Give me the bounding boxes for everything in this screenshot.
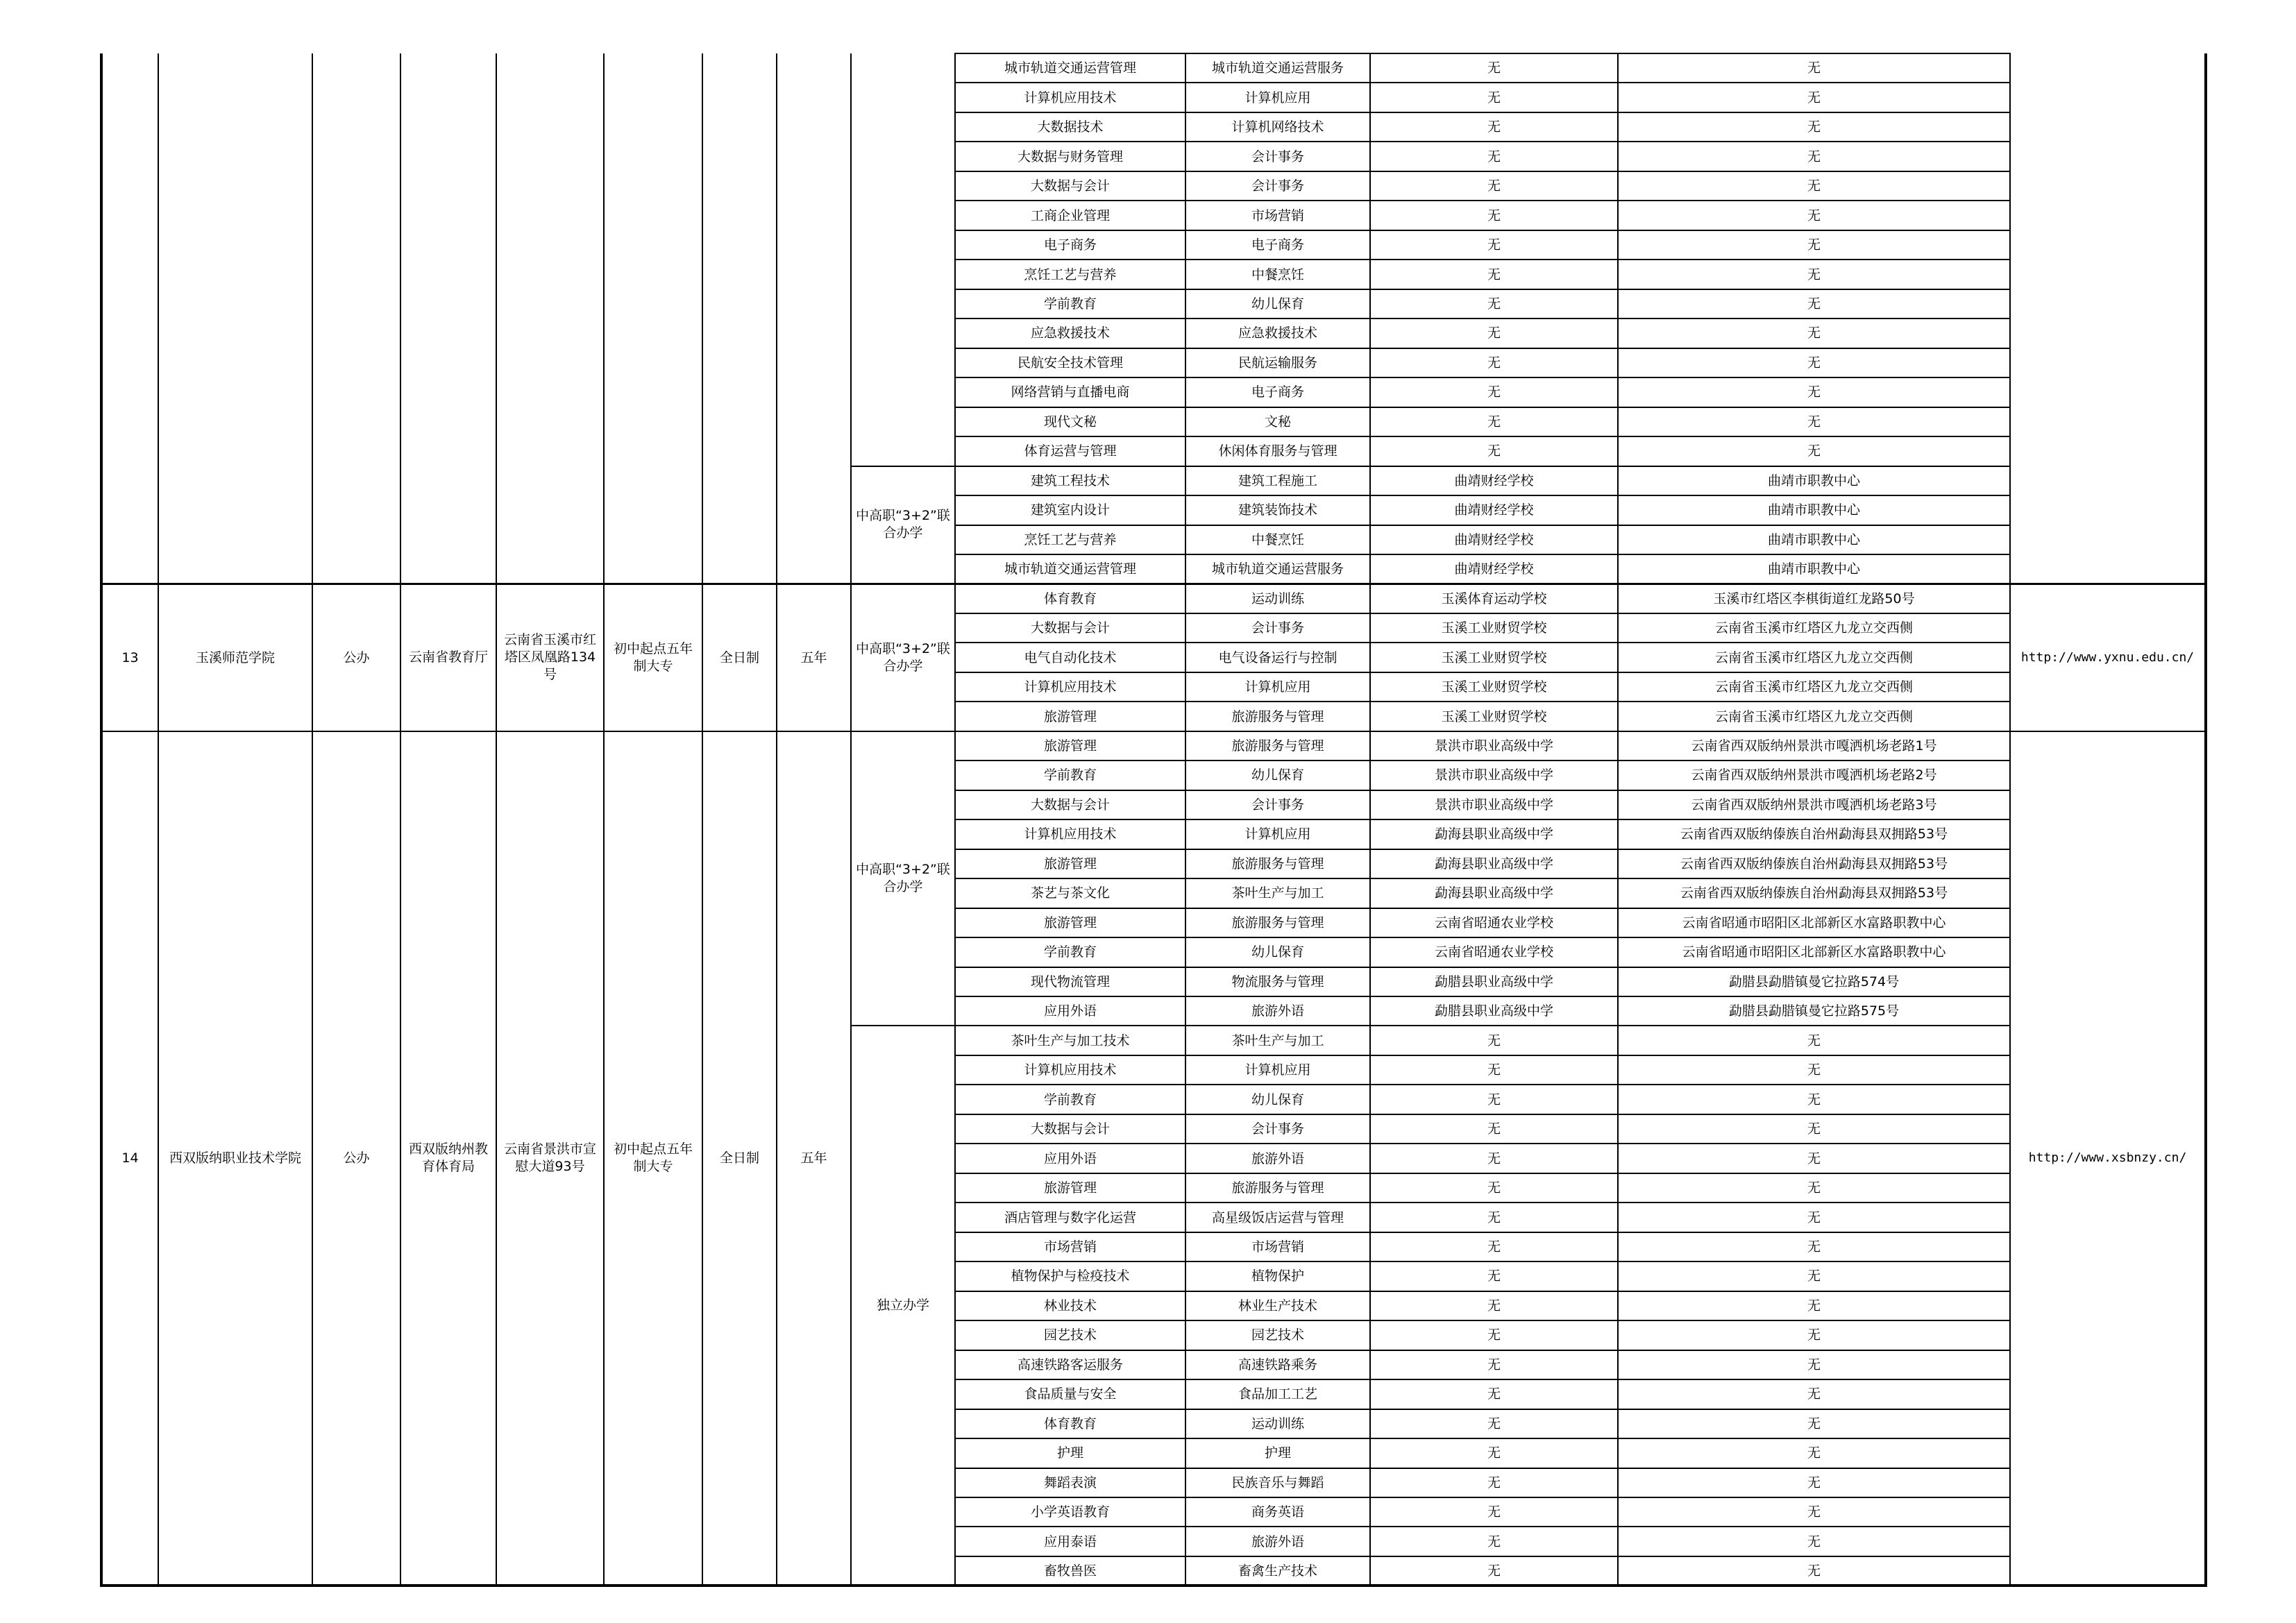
partner-school-cell: 勐腊县职业高级中学: [1370, 967, 1618, 996]
partner-school-cell: 云南省昭通农业学校: [1370, 937, 1618, 967]
secondary-major-cell: 会计事务: [1185, 1114, 1370, 1144]
partner-address-cell: 无: [1618, 171, 2010, 201]
secondary-major-cell: 市场营销: [1185, 1232, 1370, 1261]
major-cell: 学前教育: [955, 760, 1185, 790]
partner-school-cell: 无: [1370, 436, 1618, 466]
partner-school-cell: 无: [1370, 1350, 1618, 1379]
enroll-mode-cell: 中高职“3+2”联合办学: [851, 466, 955, 584]
secondary-major-cell: 旅游外语: [1185, 1527, 1370, 1556]
table-row: [101, 53, 2206, 83]
partner-school-cell: 玉溪工业财贸学校: [1370, 672, 1618, 702]
partner-school-cell: 无: [1370, 1379, 1618, 1409]
partner-address-cell: 无: [1618, 1085, 2010, 1114]
partner-school-cell: 景洪市职业高级中学: [1370, 731, 1618, 760]
partner-school-cell: 玉溪工业财贸学校: [1370, 613, 1618, 643]
partner-school-cell: 无: [1370, 1114, 1618, 1144]
study-type-cell: 全日制: [702, 584, 777, 731]
table-row: [101, 731, 2206, 760]
major-cell: 旅游管理: [955, 908, 1185, 937]
major-cell: 茶叶生产与加工技术: [955, 1026, 1185, 1055]
major-cell: 建筑室内设计: [955, 495, 1185, 525]
major-cell: 电子商务: [955, 230, 1185, 260]
major-cell: 畜牧兽医: [955, 1556, 1185, 1586]
partner-address-cell: 无: [1618, 1144, 2010, 1173]
secondary-major-cell: 民航运输服务: [1185, 348, 1370, 377]
secondary-major-cell: 幼儿保育: [1185, 289, 1370, 318]
partner-school-cell: 无: [1370, 1409, 1618, 1438]
partner-address-cell: 无: [1618, 436, 2010, 466]
major-cell: 应用外语: [955, 1144, 1185, 1173]
major-cell: 大数据技术: [955, 112, 1185, 142]
major-cell: 计算机应用技术: [955, 672, 1185, 702]
secondary-major-cell: 茶叶生产与加工: [1185, 878, 1370, 908]
partner-address-cell: 无: [1618, 289, 2010, 318]
secondary-major-cell: 会计事务: [1185, 142, 1370, 171]
partner-school-cell: 勐海县职业高级中学: [1370, 878, 1618, 908]
major-cell: 护理: [955, 1438, 1185, 1468]
school-name-cell: 西双版纳职业技术学院: [158, 731, 312, 1586]
major-cell: 旅游管理: [955, 1173, 1185, 1203]
partner-school-cell: 勐海县职业高级中学: [1370, 819, 1618, 849]
partner-school-cell: 无: [1370, 142, 1618, 171]
partner-address-cell: 云南省玉溪市红塔区九龙立交西侧: [1618, 702, 2010, 731]
major-cell: 体育教育: [955, 584, 1185, 613]
major-cell: 应用外语: [955, 996, 1185, 1026]
major-cell: 计算机应用技术: [955, 1055, 1185, 1085]
study-type-cell: [702, 53, 777, 584]
partner-school-cell: 无: [1370, 1173, 1618, 1203]
major-cell: 体育教育: [955, 1409, 1185, 1438]
website-link: [2010, 53, 2206, 584]
major-cell: 旅游管理: [955, 849, 1185, 878]
secondary-major-cell: 建筑工程施工: [1185, 466, 1370, 495]
partner-address-cell: 无: [1618, 1232, 2010, 1261]
partner-school-cell: 无: [1370, 289, 1618, 318]
partner-school-cell: 景洪市职业高级中学: [1370, 790, 1618, 819]
partner-address-cell: 云南省西双版纳州景洪市嘎洒机场老路2号: [1618, 760, 2010, 790]
partner-address-cell: 无: [1618, 377, 2010, 407]
partner-address-cell: 云南省西双版纳州景洪市嘎洒机场老路3号: [1618, 790, 2010, 819]
partner-address-cell: 云南省西双版纳傣族自治州勐海县双拥路53号: [1618, 819, 2010, 849]
enroll-mode-cell: 独立办学: [851, 1026, 955, 1586]
partner-address-cell: 无: [1618, 407, 2010, 436]
major-cell: 电气自动化技术: [955, 643, 1185, 672]
address-cell: 云南省玉溪市红塔区凤凰路134号: [496, 584, 604, 731]
partner-address-cell: 无: [1618, 1055, 2010, 1085]
secondary-major-cell: 旅游服务与管理: [1185, 702, 1370, 731]
secondary-major-cell: 计算机应用: [1185, 1055, 1370, 1085]
major-cell: 旅游管理: [955, 731, 1185, 760]
secondary-major-cell: 园艺技术: [1185, 1320, 1370, 1350]
partner-school-cell: 无: [1370, 1527, 1618, 1556]
table-body: [101, 53, 2206, 1586]
partner-school-cell: 无: [1370, 1497, 1618, 1527]
major-cell: 城市轨道交通运营管理: [955, 53, 1185, 83]
major-cell: 市场营销: [955, 1232, 1185, 1261]
school-number-cell: [101, 53, 158, 584]
partner-address-cell: 云南省玉溪市红塔区九龙立交西侧: [1618, 672, 2010, 702]
partner-school-cell: 无: [1370, 318, 1618, 348]
partner-address-cell: 无: [1618, 53, 2010, 83]
secondary-major-cell: 会计事务: [1185, 613, 1370, 643]
major-cell: 计算机应用技术: [955, 819, 1185, 849]
major-cell: 大数据与会计: [955, 1114, 1185, 1144]
partner-address-cell: 无: [1618, 1173, 2010, 1203]
major-cell: 计算机应用技术: [955, 83, 1185, 112]
study-years-cell: 五年: [777, 584, 851, 731]
major-cell: 大数据与会计: [955, 613, 1185, 643]
major-cell: 建筑工程技术: [955, 466, 1185, 495]
partner-address-cell: 无: [1618, 1261, 2010, 1291]
address-cell: 云南省景洪市宣慰大道93号: [496, 731, 604, 1586]
partner-address-cell: 玉溪市红塔区李棋街道红龙路50号: [1618, 584, 2010, 613]
secondary-major-cell: 旅游服务与管理: [1185, 908, 1370, 937]
secondary-major-cell: 林业生产技术: [1185, 1291, 1370, 1320]
partner-address-cell: 云南省玉溪市红塔区九龙立交西侧: [1618, 643, 2010, 672]
partner-address-cell: 无: [1618, 1497, 2010, 1527]
secondary-major-cell: 畜禽生产技术: [1185, 1556, 1370, 1586]
major-cell: 工商企业管理: [955, 201, 1185, 230]
partner-school-cell: 无: [1370, 171, 1618, 201]
secondary-major-cell: 护理: [1185, 1438, 1370, 1468]
secondary-major-cell: 茶叶生产与加工: [1185, 1026, 1370, 1055]
major-cell: 现代物流管理: [955, 967, 1185, 996]
secondary-major-cell: 幼儿保育: [1185, 937, 1370, 967]
partner-address-cell: 无: [1618, 1320, 2010, 1350]
secondary-major-cell: 旅游服务与管理: [1185, 849, 1370, 878]
website-link[interactable]: http://www.yxnu.edu.cn/: [2010, 584, 2206, 731]
secondary-major-cell: 休闲体育服务与管理: [1185, 436, 1370, 466]
major-cell: 学前教育: [955, 289, 1185, 318]
secondary-major-cell: 电子商务: [1185, 377, 1370, 407]
partner-address-cell: 无: [1618, 230, 2010, 260]
partner-school-cell: 玉溪工业财贸学校: [1370, 643, 1618, 672]
secondary-major-cell: 会计事务: [1185, 790, 1370, 819]
partner-address-cell: 无: [1618, 83, 2010, 112]
website-link[interactable]: http://www.xsbnzy.cn/: [2010, 731, 2206, 1586]
partner-address-cell: 云南省西双版纳州景洪市嘎洒机场老路1号: [1618, 731, 2010, 760]
major-cell: 学前教育: [955, 1085, 1185, 1114]
secondary-major-cell: 建筑装饰技术: [1185, 495, 1370, 525]
major-cell: 植物保护与检疫技术: [955, 1261, 1185, 1291]
partner-school-cell: 无: [1370, 377, 1618, 407]
major-cell: 现代文秘: [955, 407, 1185, 436]
partner-address-cell: 无: [1618, 1438, 2010, 1468]
major-cell: 酒店管理与数字化运营: [955, 1203, 1185, 1232]
major-cell: 烹饪工艺与营养: [955, 525, 1185, 554]
secondary-major-cell: 文秘: [1185, 407, 1370, 436]
secondary-major-cell: 应急救援技术: [1185, 318, 1370, 348]
major-cell: 大数据与会计: [955, 171, 1185, 201]
partner-school-cell: 无: [1370, 1556, 1618, 1586]
partner-school-cell: 景洪市职业高级中学: [1370, 760, 1618, 790]
secondary-major-cell: 城市轨道交通运营服务: [1185, 554, 1370, 584]
partner-address-cell: 无: [1618, 1527, 2010, 1556]
major-cell: 烹饪工艺与营养: [955, 260, 1185, 289]
secondary-major-cell: 民族音乐与舞蹈: [1185, 1468, 1370, 1497]
secondary-major-cell: 中餐烹饪: [1185, 525, 1370, 554]
school-nature-cell: 公办: [312, 731, 400, 1586]
secondary-major-cell: 旅游服务与管理: [1185, 731, 1370, 760]
major-cell: 林业技术: [955, 1291, 1185, 1320]
partner-school-cell: 无: [1370, 1026, 1618, 1055]
enroll-mode-cell: [851, 53, 955, 466]
partner-address-cell: 无: [1618, 1468, 2010, 1497]
partner-address-cell: 无: [1618, 318, 2010, 348]
partner-school-cell: 无: [1370, 1261, 1618, 1291]
study-years-cell: 五年: [777, 731, 851, 1586]
major-cell: 大数据与会计: [955, 790, 1185, 819]
partner-address-cell: 曲靖市职教中心: [1618, 466, 2010, 495]
partner-address-cell: 无: [1618, 201, 2010, 230]
study-type-cell: 全日制: [702, 731, 777, 1586]
secondary-major-cell: 城市轨道交通运营服务: [1185, 53, 1370, 83]
major-cell: 体育运营与管理: [955, 436, 1185, 466]
partner-school-cell: 无: [1370, 1085, 1618, 1114]
school-nature-cell: [312, 53, 400, 584]
partner-school-cell: 无: [1370, 53, 1618, 83]
partner-address-cell: 无: [1618, 1203, 2010, 1232]
partner-address-cell: 无: [1618, 112, 2010, 142]
secondary-major-cell: 旅游外语: [1185, 1144, 1370, 1173]
major-cell: 应急救援技术: [955, 318, 1185, 348]
partner-school-cell: 无: [1370, 407, 1618, 436]
major-cell: 大数据与财务管理: [955, 142, 1185, 171]
major-cell: 高速铁路客运服务: [955, 1350, 1185, 1379]
partner-address-cell: 云南省昭通市昭阳区北部新区水富路职教中心: [1618, 937, 2010, 967]
partner-address-cell: 无: [1618, 1026, 2010, 1055]
partner-school-cell: 无: [1370, 1291, 1618, 1320]
secondary-major-cell: 幼儿保育: [1185, 760, 1370, 790]
partner-address-cell: 曲靖市职教中心: [1618, 554, 2010, 584]
authority-cell: 西双版纳州教育体育局: [400, 731, 496, 1586]
secondary-major-cell: 旅游外语: [1185, 996, 1370, 1026]
table-row: [101, 584, 2206, 613]
secondary-major-cell: 市场营销: [1185, 201, 1370, 230]
school-nature-cell: 公办: [312, 584, 400, 731]
partner-school-cell: 曲靖财经学校: [1370, 554, 1618, 584]
secondary-major-cell: 中餐烹饪: [1185, 260, 1370, 289]
partner-address-cell: 无: [1618, 142, 2010, 171]
major-cell: 城市轨道交通运营管理: [955, 554, 1185, 584]
secondary-major-cell: 高星级饭店运营与管理: [1185, 1203, 1370, 1232]
secondary-major-cell: 食品加工工艺: [1185, 1379, 1370, 1409]
major-cell: 舞蹈表演: [955, 1468, 1185, 1497]
major-cell: 学前教育: [955, 937, 1185, 967]
secondary-major-cell: 计算机应用: [1185, 819, 1370, 849]
secondary-major-cell: 物流服务与管理: [1185, 967, 1370, 996]
secondary-major-cell: 运动训练: [1185, 584, 1370, 613]
partner-school-cell: 无: [1370, 112, 1618, 142]
enroll-start-cell: 初中起点五年制大专: [604, 584, 702, 731]
partner-school-cell: 无: [1370, 1144, 1618, 1173]
school-number-cell: 13: [101, 584, 158, 731]
authority-cell: [400, 53, 496, 584]
enroll-mode-cell: 中高职“3+2”联合办学: [851, 731, 955, 1026]
partner-school-cell: 无: [1370, 1232, 1618, 1261]
major-cell: 民航安全技术管理: [955, 348, 1185, 377]
secondary-major-cell: 电气设备运行与控制: [1185, 643, 1370, 672]
partner-address-cell: 无: [1618, 1114, 2010, 1144]
address-cell: [496, 53, 604, 584]
secondary-major-cell: 计算机应用: [1185, 672, 1370, 702]
partner-school-cell: 无: [1370, 1468, 1618, 1497]
partner-address-cell: 云南省玉溪市红塔区九龙立交西侧: [1618, 613, 2010, 643]
partner-address-cell: 曲靖市职教中心: [1618, 525, 2010, 554]
partner-school-cell: 无: [1370, 1320, 1618, 1350]
secondary-major-cell: 计算机应用: [1185, 83, 1370, 112]
secondary-major-cell: 高速铁路乘务: [1185, 1350, 1370, 1379]
partner-school-cell: 曲靖财经学校: [1370, 495, 1618, 525]
partner-school-cell: 云南省昭通农业学校: [1370, 908, 1618, 937]
partner-address-cell: 云南省昭通市昭阳区北部新区水富路职教中心: [1618, 908, 2010, 937]
school-number-cell: 14: [101, 731, 158, 1586]
partner-address-cell: 无: [1618, 1409, 2010, 1438]
partner-address-cell: 云南省西双版纳傣族自治州勐海县双拥路53号: [1618, 878, 2010, 908]
partner-address-cell: 勐腊县勐腊镇曼它拉路575号: [1618, 996, 2010, 1026]
secondary-major-cell: 运动训练: [1185, 1409, 1370, 1438]
partner-address-cell: 无: [1618, 260, 2010, 289]
enrollment-table: [100, 53, 2207, 1587]
major-cell: 小学英语教育: [955, 1497, 1185, 1527]
partner-school-cell: 勐腊县职业高级中学: [1370, 996, 1618, 1026]
secondary-major-cell: 植物保护: [1185, 1261, 1370, 1291]
partner-school-cell: 无: [1370, 230, 1618, 260]
major-cell: 食品质量与安全: [955, 1379, 1185, 1409]
major-cell: 应用泰语: [955, 1527, 1185, 1556]
enroll-start-cell: [604, 53, 702, 584]
authority-cell: 云南省教育厅: [400, 584, 496, 731]
partner-address-cell: 无: [1618, 1556, 2010, 1586]
secondary-major-cell: 计算机网络技术: [1185, 112, 1370, 142]
enroll-mode-cell: 中高职“3+2”联合办学: [851, 584, 955, 731]
partner-school-cell: 玉溪体育运动学校: [1370, 584, 1618, 613]
secondary-major-cell: 幼儿保育: [1185, 1085, 1370, 1114]
partner-address-cell: 无: [1618, 1379, 2010, 1409]
partner-address-cell: 云南省西双版纳傣族自治州勐海县双拥路53号: [1618, 849, 2010, 878]
partner-address-cell: 无: [1618, 348, 2010, 377]
major-cell: 旅游管理: [955, 702, 1185, 731]
partner-school-cell: 无: [1370, 1055, 1618, 1085]
major-cell: 网络营销与直播电商: [955, 377, 1185, 407]
school-name-cell: 玉溪师范学院: [158, 584, 312, 731]
secondary-major-cell: 会计事务: [1185, 171, 1370, 201]
partner-school-cell: 无: [1370, 348, 1618, 377]
secondary-major-cell: 旅游服务与管理: [1185, 1173, 1370, 1203]
partner-address-cell: 无: [1618, 1350, 2010, 1379]
enroll-start-cell: 初中起点五年制大专: [604, 731, 702, 1586]
partner-school-cell: 曲靖财经学校: [1370, 525, 1618, 554]
partner-address-cell: 勐腊县勐腊镇曼它拉路574号: [1618, 967, 2010, 996]
secondary-major-cell: 电子商务: [1185, 230, 1370, 260]
partner-school-cell: 曲靖财经学校: [1370, 466, 1618, 495]
secondary-major-cell: 商务英语: [1185, 1497, 1370, 1527]
school-name-cell: [158, 53, 312, 584]
partner-school-cell: 玉溪工业财贸学校: [1370, 702, 1618, 731]
partner-school-cell: 无: [1370, 260, 1618, 289]
partner-school-cell: 无: [1370, 83, 1618, 112]
partner-school-cell: 无: [1370, 1438, 1618, 1468]
partner-school-cell: 无: [1370, 1203, 1618, 1232]
partner-address-cell: 曲靖市职教中心: [1618, 495, 2010, 525]
study-years-cell: [777, 53, 851, 584]
major-cell: 茶艺与茶文化: [955, 878, 1185, 908]
partner-address-cell: 无: [1618, 1291, 2010, 1320]
partner-school-cell: 勐海县职业高级中学: [1370, 849, 1618, 878]
major-cell: 园艺技术: [955, 1320, 1185, 1350]
partner-school-cell: 无: [1370, 201, 1618, 230]
